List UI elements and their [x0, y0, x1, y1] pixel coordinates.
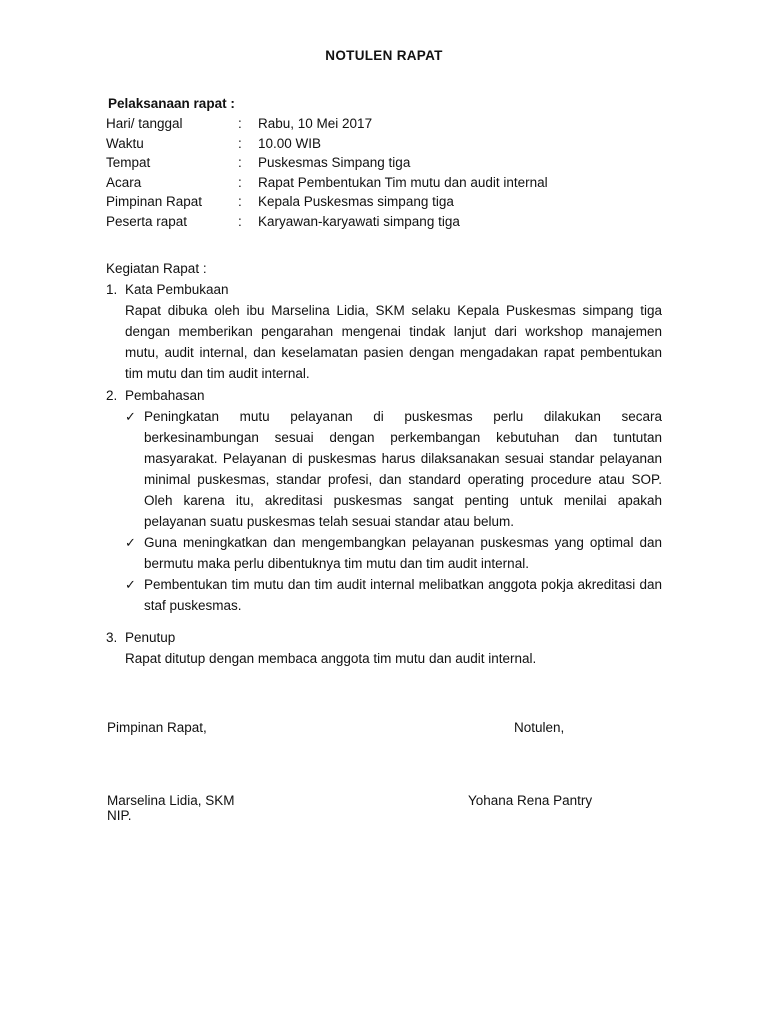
item-number: 2.: [106, 388, 118, 403]
meeting-activities: [106, 259, 662, 669]
info-colon: :: [238, 194, 242, 209]
section-heading: Pelaksanaan rapat :: [108, 96, 235, 111]
info-label: Tempat: [106, 155, 151, 170]
info-value: Karyawan-karyawati simpang tiga: [258, 213, 460, 229]
item-paragraph: Rapat dibuka oleh ibu Marselina Lidia, SKM selaku Kepala Puskesmas simpang tiga dengan memberikan pengarahan mengenai tindak lanjut dari workshop manajemen mutu, audit internal, dan keselamatan pasien dengan mengadakan rapat pembentukan tim mutu dan tim audit internal.: [125, 303, 662, 381]
discussion-checklist: [125, 406, 662, 616]
info-value: Kepala Puskesmas simpang tiga: [258, 194, 454, 209]
item-title: Kata Pembukaan: [125, 282, 229, 297]
list-item: [125, 532, 662, 574]
info-label: Acara: [106, 174, 142, 190]
agenda-item-closing: [106, 628, 662, 669]
chair-name: Marselina Lidia, SKM: [107, 793, 235, 808]
info-colon: :: [238, 174, 242, 190]
item-number: 3.: [106, 630, 118, 645]
notetaker-signature-label: Notulen,: [514, 720, 565, 735]
info-label: Hari/ tanggal: [106, 116, 183, 131]
chair-nip: NIP.: [107, 808, 132, 823]
agenda-item-opening: [106, 280, 662, 384]
list-item-text: Guna meningkatkan dan mengembangkan pelayanan puskesmas yang optimal dan bermutu maka perlu dibentuknya tim mutu dan tim audit internal.: [144, 535, 662, 571]
info-value: Rabu, 10 Mei 2017: [258, 116, 373, 131]
item-paragraph: Rapat ditutup dengan membaca anggota tim mutu dan audit internal.: [125, 651, 537, 666]
list-item: [125, 574, 662, 616]
info-label: Waktu: [106, 135, 144, 151]
list-item-text: Peningkatan mutu pelayanan di puskesmas perlu dilakukan secara berkesinambungan sesuai dengan perkembangan kebutuhan dan tuntutan masyarakat. Pelayanan di puskesmas harus dilaksanakan sesuai standar pelayanan minimal puskesmas, standar profesi, dan standard operating procedure atau SOP. Oleh karena itu, akreditasi puskesmas sangat penting untuk menilai apakah pelayanan suatu puskesmas telah sesuai standar atau belum.: [144, 409, 662, 529]
info-colon: :: [238, 135, 242, 151]
item-title: Penutup: [125, 630, 176, 645]
info-colon: :: [238, 116, 242, 131]
check-icon: ✓: [125, 577, 136, 592]
info-value: 10.00 WIB: [258, 135, 322, 151]
info-value: Rapat Pembentukan Tim mutu dan audit internal: [258, 174, 548, 190]
info-label: Pimpinan Rapat: [106, 194, 203, 209]
agenda-item-discussion: [106, 386, 662, 616]
check-icon: ✓: [125, 535, 136, 550]
notetaker-name: Yohana Rena Pantry: [468, 793, 593, 808]
document-title: NOTULEN RAPAT: [325, 48, 443, 63]
chair-signature-label: Pimpinan Rapat,: [107, 720, 207, 735]
list-item: [125, 406, 662, 532]
list-item-text: Pembentukan tim mutu dan tim audit internal melibatkan anggota pokja akreditasi dan staf puskesmas.: [144, 577, 662, 613]
item-number: 1.: [106, 282, 118, 297]
info-label: Peserta rapat: [106, 213, 188, 229]
chair-signature-block: [107, 793, 235, 823]
info-colon: :: [238, 213, 242, 229]
info-colon: :: [238, 155, 242, 170]
info-value: Puskesmas Simpang tiga: [258, 155, 411, 170]
activities-heading: Kegiatan Rapat :: [106, 261, 207, 276]
item-title: Pembahasan: [125, 388, 205, 403]
check-icon: ✓: [125, 409, 136, 424]
